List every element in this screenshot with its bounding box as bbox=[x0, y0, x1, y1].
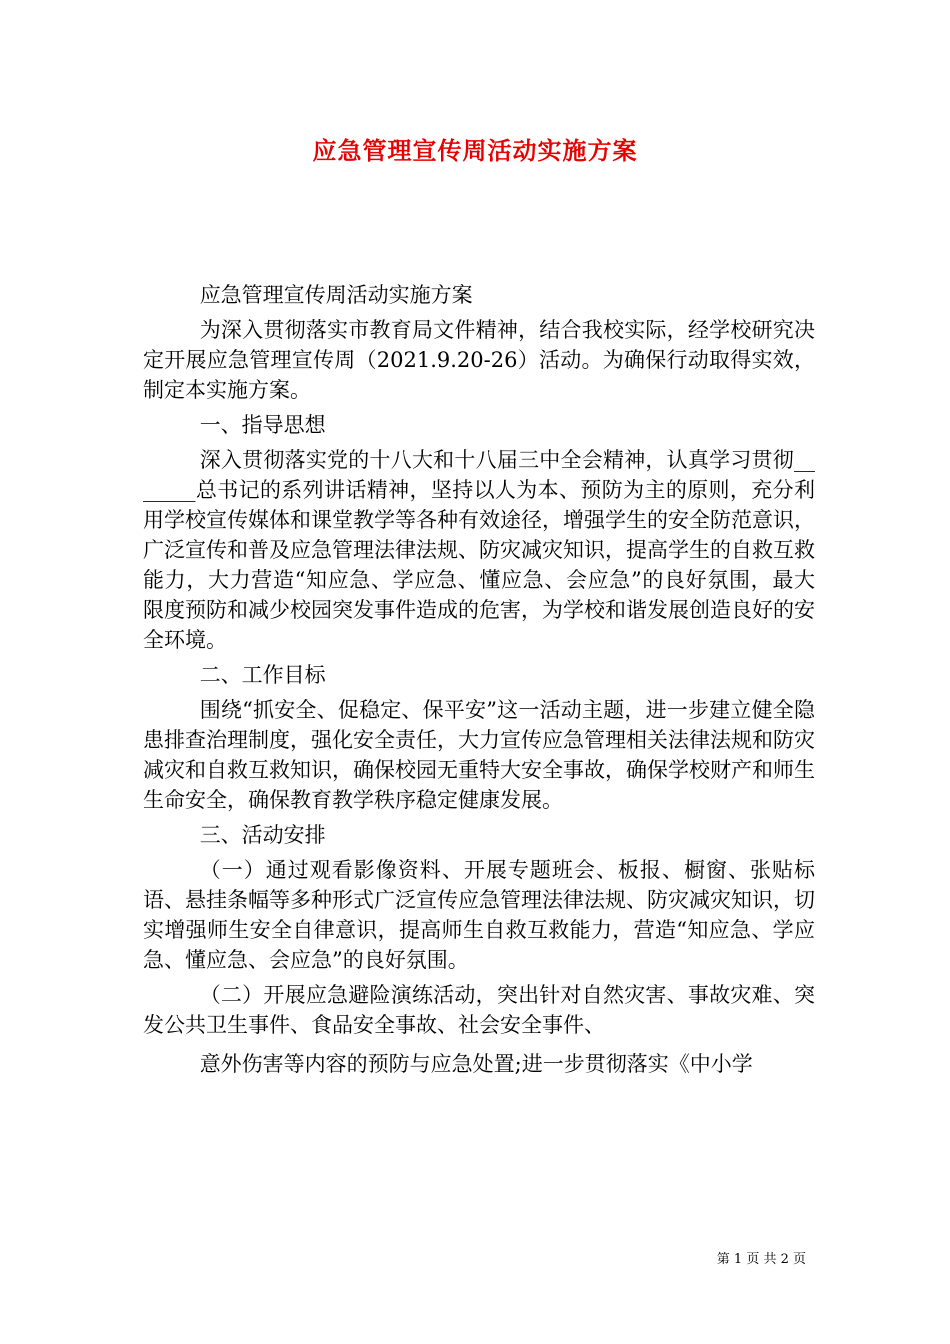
document-title: 应急管理宣传周活动实施方案 bbox=[312, 136, 638, 165]
document-body bbox=[143, 280, 815, 1084]
body-paragraph: （一）通过观看影像资料、开展专题班会、板报、橱窗、张贴标语、悬挂条幅等多种形式广泛宣传应急管理法律法规、防灾减灾知识，切实增强师生安全自律意识，提高师生自救互救能力，营造“知应急、学应急、懂应急、会应急”的良好氛围。 bbox=[143, 858, 815, 972]
body-paragraph: 为深入贯彻落实市教育局文件精神，结合我校实际，经学校研究决定开展应急管理宣传周（2021.9.20-26）活动。为确保行动取得实效，制定本实施方案。 bbox=[143, 318, 815, 402]
section-heading: 三、活动安排 bbox=[199, 823, 326, 847]
body-paragraph: 应急管理宣传周活动实施方案 bbox=[199, 283, 473, 307]
body-paragraph: 意外伤害等内容的预防与应急处置;进一步贯彻落实《中小学 bbox=[199, 1052, 753, 1076]
page-number: 第 1 页 共 2 页 bbox=[716, 1252, 806, 1267]
section-heading: 一、指导思想 bbox=[199, 413, 326, 437]
body-paragraph: 围绕“抓安全、促稳定、保平安”这一活动主题，进一步建立健全隐患排查治理制度，强化安全责任，大力宣传应急管理相关法律法规和防灾减灾和自救互救知识，确保校园无重特大安全事故，确保学校财产和师生生命安全，确保教育教学秩序稳定健康发展。 bbox=[143, 698, 815, 812]
body-paragraph: （二）开展应急避险演练活动，突出针对自然灾害、事故灾难、突发公共卫生事件、食品安全事故、社会安全事件、 bbox=[143, 983, 815, 1037]
section-heading: 二、工作目标 bbox=[199, 663, 326, 687]
body-paragraph: 深入贯彻落实党的十八大和十八届三中全会精神，认真学习贯彻_______总书记的系列讲话精神，坚持以人为本、预防为主的原则，充分利用学校宣传媒体和课堂教学等各种有效途径，增强学生的安全防范意识，广泛宣传和普及应急管理法律法规、防灾减灾知识，提高学生的自救互救能力，大力营造“知应急、学应急、懂应急、会应急”的良好氛围，最大限度预防和减少校园突发事件造成的危害，为学校和谐发展创造良好的安全环境。 bbox=[143, 448, 815, 652]
